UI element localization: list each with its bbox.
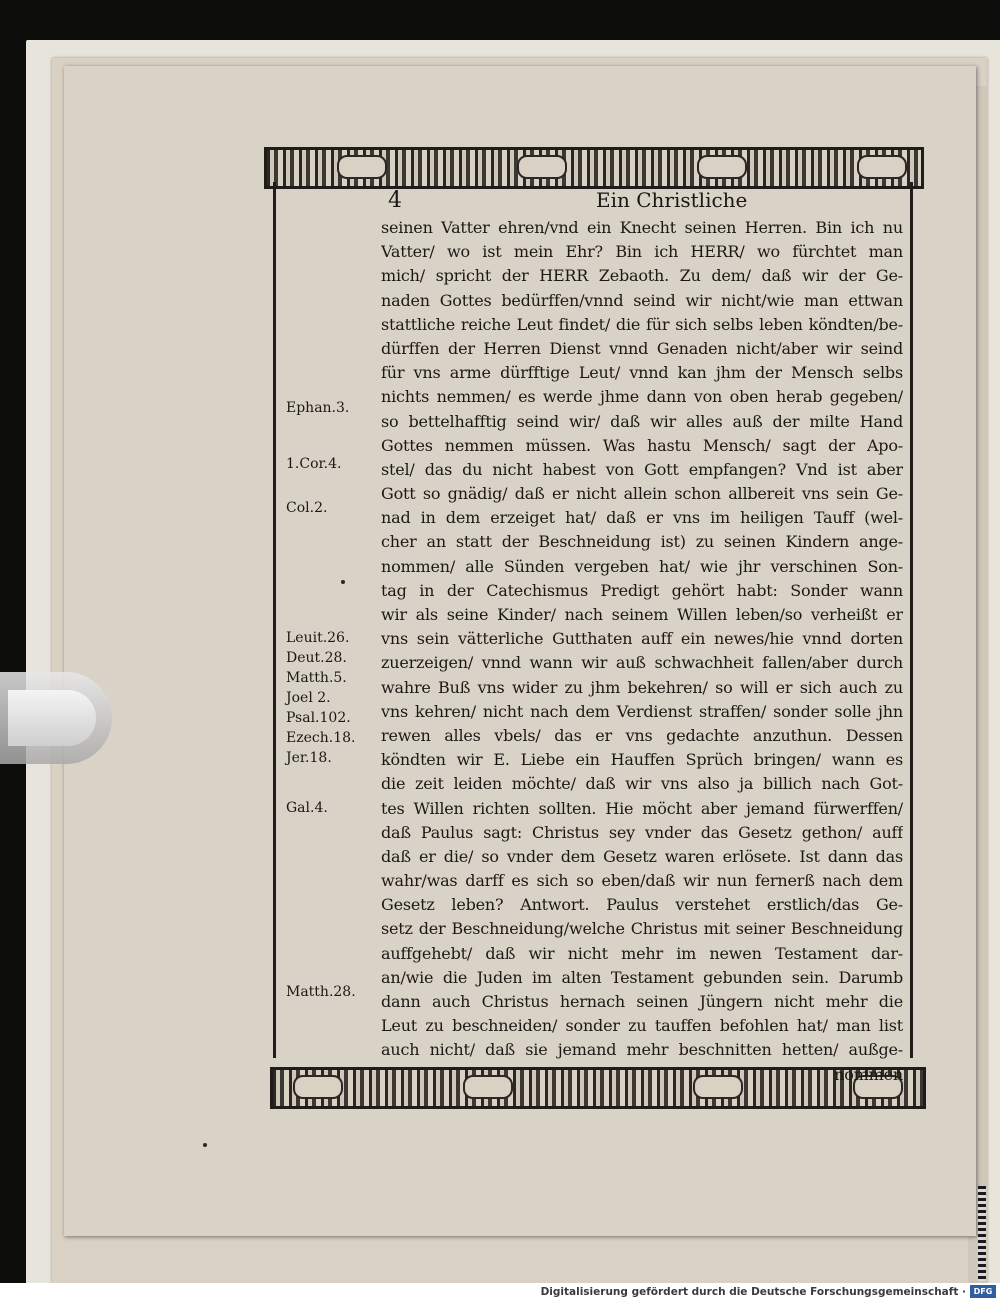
text-line: an/wie die Juden im alten Testament gebunden sein. Darumb bbox=[381, 967, 903, 987]
text-line: stattliche reiche Leut findet/ die für sich selbs leben köndten/be- bbox=[381, 314, 903, 334]
text-line: auch nicht/ daß sie jemand mehr beschnitten hetten/ außge- bbox=[381, 1040, 903, 1060]
catchword: nommen bbox=[834, 1064, 903, 1084]
text-line: nichts nemmen/ es werde jhme dann von oben herab gegeben/ bbox=[381, 387, 903, 407]
text-line: nommen/ alle Sünden vergeben hat/ wie jhr verschinen Son- bbox=[381, 556, 903, 576]
text-line: naden Gottes bedürffen/vnnd seind wir nicht/wie man ettwan bbox=[381, 290, 903, 310]
text-line: für vns arme dürfftige Leut/ vnnd kan jhm der Mensch selbs bbox=[381, 363, 903, 383]
text-line: tes Willen richten sollten. Hie möcht aber jemand fürwerffen/ bbox=[381, 798, 903, 818]
text-line: dann auch Christus hernach seinen Jüngern nicht mehr die bbox=[381, 992, 903, 1011]
running-head: Ein Christliche bbox=[596, 188, 748, 212]
text-line: wahre Buß vns wider zu jhm bekehren/ so will er sich auch zu bbox=[381, 677, 903, 697]
margin-note: Ephan.3. bbox=[286, 400, 350, 416]
margin-dot bbox=[341, 580, 345, 584]
frame-rule-left bbox=[273, 182, 276, 1058]
margin-note: Leuit.26. bbox=[286, 630, 350, 646]
margin-note: Ezech.18. bbox=[286, 730, 356, 746]
text-line: setz der Beschneidung/welche Christus mit seiner Beschneidung bbox=[381, 919, 903, 939]
text-line: Gesetz leben? Antwort. Paulus verstehet erstlich/das Ge- bbox=[381, 895, 903, 915]
text-line: rewen alles vbels/ das er vns gedachte anzuthun. Dessen bbox=[381, 725, 903, 745]
margin-note: 1.Cor.4. bbox=[286, 456, 342, 472]
text-line: vns sein vätterliche Gutthaten auff ein newes/hie vnnd dorten bbox=[381, 629, 903, 649]
ornament-band-top bbox=[264, 147, 924, 189]
margin-note: Psal.102. bbox=[286, 710, 351, 726]
text-line: Vatter/ wo ist mein Ehr? Bin ich HERR/ wo fürchtet man bbox=[381, 242, 903, 262]
margin-note: Col.2. bbox=[286, 500, 328, 516]
page-clip-inner bbox=[8, 690, 96, 746]
text-line: mich/ spricht der HERR Zebaoth. Zu dem/ daß wir der Ge- bbox=[381, 266, 903, 286]
scan-calibration-strip bbox=[978, 1186, 986, 1281]
margin-note: Jer.18. bbox=[286, 750, 332, 766]
text-line: tag in der Catechismus Predigt gehört habt: Sonder wann bbox=[381, 580, 903, 600]
text-line: daß er die/ so vnder dem Gesetz waren erlösete. Ist dann das bbox=[381, 846, 903, 866]
text-line: cher an statt der Beschneidung ist) zu seinen Kindern ange- bbox=[381, 532, 903, 552]
page-number: 4 bbox=[388, 188, 402, 213]
text-line: daß Paulus sagt: Christus sey vnder das Gesetz gethon/ auff bbox=[381, 822, 903, 842]
margin-note: Matth.28. bbox=[286, 984, 356, 1000]
text-line: seinen Vatter ehren/vnd ein Knecht seinen Herren. Bin ich nu bbox=[381, 218, 903, 237]
text-line: nad in dem erzeiget hat/ daß er vns im heiligen Tauff (wel- bbox=[381, 508, 903, 528]
margin-note: Joel 2. bbox=[286, 690, 331, 706]
text-line: köndten wir E. Liebe ein Hauffen Sprüch bringen/ wann es bbox=[381, 750, 903, 770]
dfg-logo: DFG bbox=[970, 1285, 996, 1298]
text-line: Gottes nemmen müssen. Was hastu Mensch/ sagt der Apo- bbox=[381, 435, 903, 455]
text-line: stel/ das du nicht habest von Gott empfangen? Vnd ist aber bbox=[381, 459, 903, 479]
text-line: vns kehren/ nicht nach dem Verdienst straffen/ sonder solle jhn bbox=[381, 701, 903, 721]
funding-credit: Digitalisierung gefördert durch die Deutsche Forschungsgemeinschaft · bbox=[540, 1286, 966, 1298]
text-line: Gott so gnädig/ daß er nicht allein schon allbereit vns sein Ge- bbox=[381, 484, 903, 504]
margin-note: Matth.5. bbox=[286, 670, 347, 686]
text-line: die zeit leiden möchte/ daß wir vns also ja billich nach Got- bbox=[381, 774, 903, 794]
text-line: wir als seine Kinder/ nach seinem Willen leben/so verheißt er bbox=[381, 605, 903, 624]
margin-note: Gal.4. bbox=[286, 800, 328, 816]
text-line: dürffen der Herren Dienst vnnd Genaden nicht/aber wir seind bbox=[381, 338, 903, 358]
text-line: wahr/was darff es sich so eben/daß wir nun fernerß nach dem bbox=[381, 871, 903, 891]
text-line: auffgehebt/ daß wir nicht mehr im newen Testament dar- bbox=[381, 943, 903, 963]
margin-note: Deut.28. bbox=[286, 650, 347, 666]
text-line: zuerzeigen/ vnnd wann wir auß schwachheit fallen/aber durch bbox=[381, 653, 903, 673]
body-text bbox=[381, 216, 903, 1087]
text-line: so bettelhafftig seind wir/ daß wir alles auß der milte Hand bbox=[381, 411, 903, 431]
text-line: Leut zu beschneiden/ sonder zu tauffen befohlen hat/ man list bbox=[381, 1016, 903, 1036]
frame-rule-right bbox=[910, 182, 913, 1058]
speck bbox=[203, 1143, 207, 1147]
